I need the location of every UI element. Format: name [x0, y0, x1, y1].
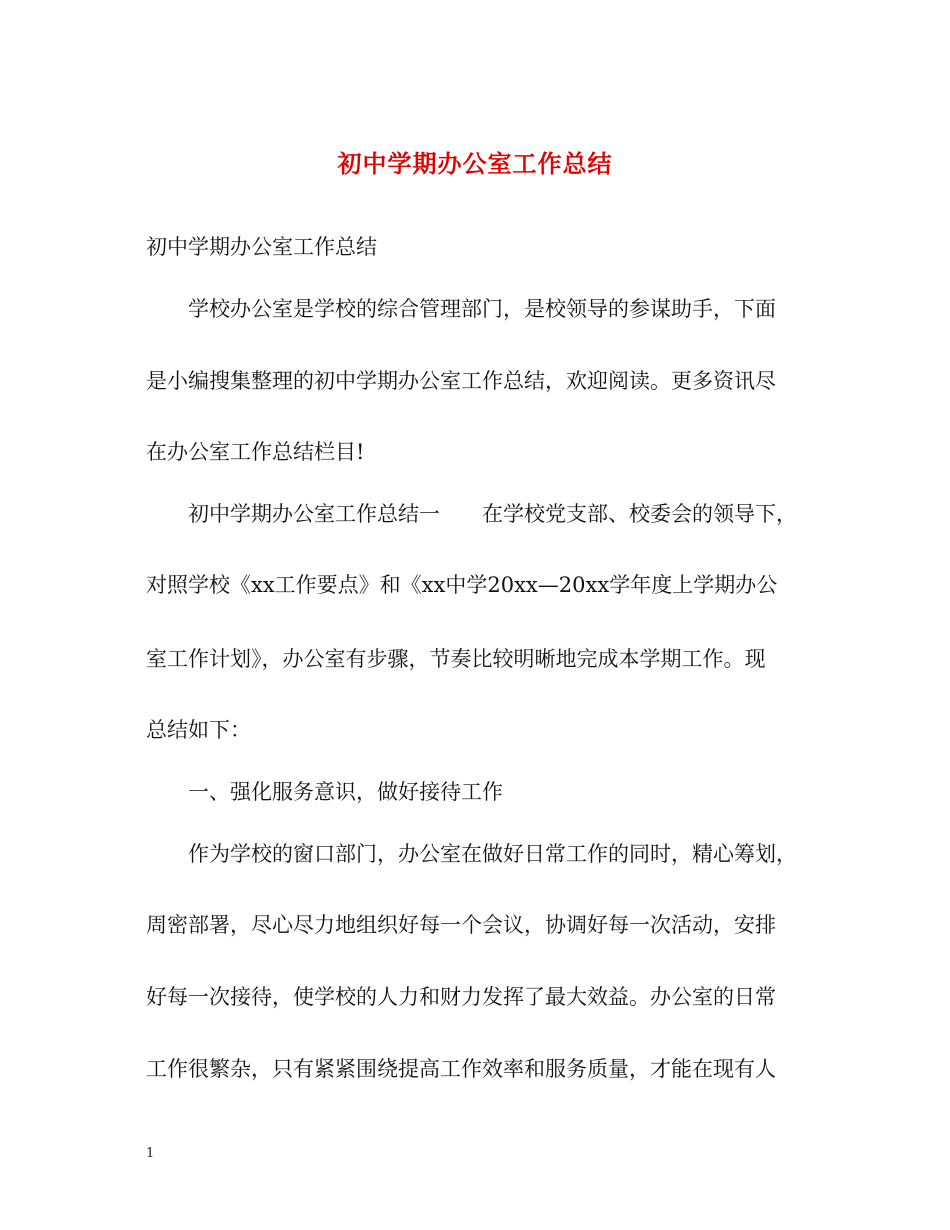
paragraph-line: 是小编搜集整理的初中学期办公室工作总结，欢迎阅读。更多资讯尽 — [146, 369, 776, 393]
paragraph-line: 对照学校《xx工作要点》和《xx中学20xx—20xx学年度上学期办公 — [146, 573, 778, 597]
paragraph-line: 学校办公室是学校的综合管理部门，是校领导的参谋助手，下面 — [188, 297, 776, 321]
paragraph-line: 工作很繁杂，只有紧紧围绕提高工作效率和服务质量，才能在现有人 — [146, 1057, 776, 1081]
paragraph-line: 好每一次接待，使学校的人力和财力发挥了最大效益。办公室的日常 — [146, 985, 776, 1009]
paragraph-line: 作为学校的窗口部门，办公室在做好日常工作的同时，精心筹划， — [188, 842, 797, 866]
paragraph-line: 总结如下： — [146, 718, 251, 742]
section-heading: 一、强化服务意识，做好接待工作 — [188, 780, 503, 804]
paragraph-line: 周密部署，尽心尽力地组织好每一个会议，协调好每一次活动，安排 — [146, 913, 776, 937]
paragraph-line: 初中学期办公室工作总结 — [146, 235, 377, 259]
paragraph-line: 初中学期办公室工作总结一 在学校党支部、校委会的领导下， — [188, 502, 797, 526]
document-title: 初中学期办公室工作总结 — [337, 149, 613, 178]
paragraph-line: 在办公室工作总结栏目! — [146, 440, 365, 464]
paragraph-line: 室工作计划》，办公室有步骤，节奏比较明晰地完成本学期工作。现 — [146, 647, 766, 671]
page-number: 1 — [146, 1146, 155, 1161]
